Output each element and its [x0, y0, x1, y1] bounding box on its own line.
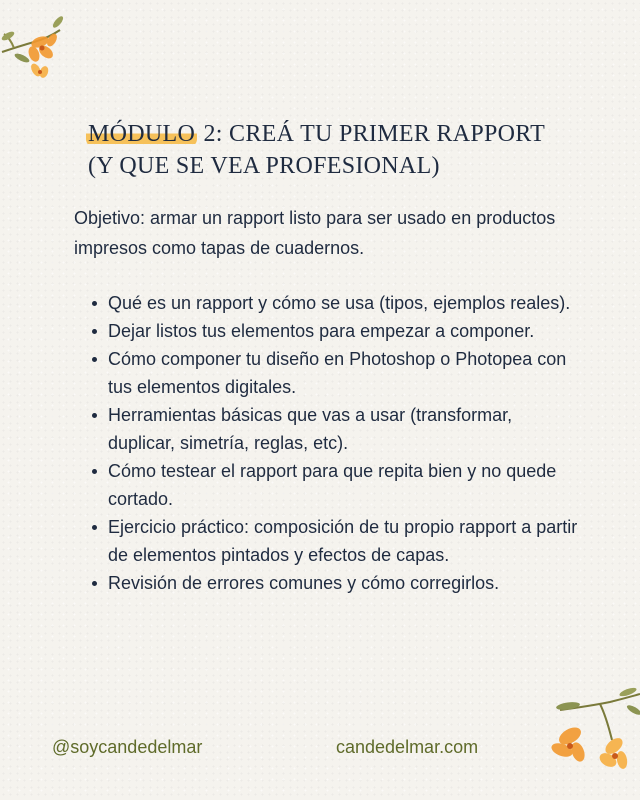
list-item: Cómo componer tu diseño en Photoshop o Photopea con tus elementos digitales. [90, 345, 580, 401]
flower-branch-icon [540, 680, 640, 776]
website-link: candedelmar.com [336, 737, 479, 757]
list-item: Dejar listos tus elementos para empezar a componer. [90, 317, 580, 345]
list-item: Herramientas básicas que vas a usar (transformar, duplicar, simetría, reglas, etc). [90, 401, 580, 457]
title-line2: (Y QUE SE VEA PROFESIONAL) [88, 153, 440, 179]
list-item: Revisión de errores comunes y cómo corregirlos. [90, 569, 580, 597]
page-title [88, 118, 568, 182]
title-highlight: MÓDULO [88, 121, 196, 147]
list-item: Qué es un rapport y cómo se usa (tipos, ejemplos reales). [90, 289, 580, 317]
list-item: Ejercicio práctico: composición de tu propio rapport a partir de elementos pintados y efectos de capas. [90, 513, 580, 569]
list-item: Cómo testear el rapport para que repita bien y no quede cortado. [90, 457, 580, 513]
flower-branch-icon [0, 12, 78, 82]
title-line1-rest: 2: CREÁ TU PRIMER RAPPORT [197, 121, 546, 147]
topics-list [90, 289, 580, 597]
social-handle: @soycandedelmar [52, 737, 203, 757]
objective-text: Objetivo: armar un rapport listo para ser usado en productos impresos como tapas de cuadernos. [74, 208, 556, 258]
